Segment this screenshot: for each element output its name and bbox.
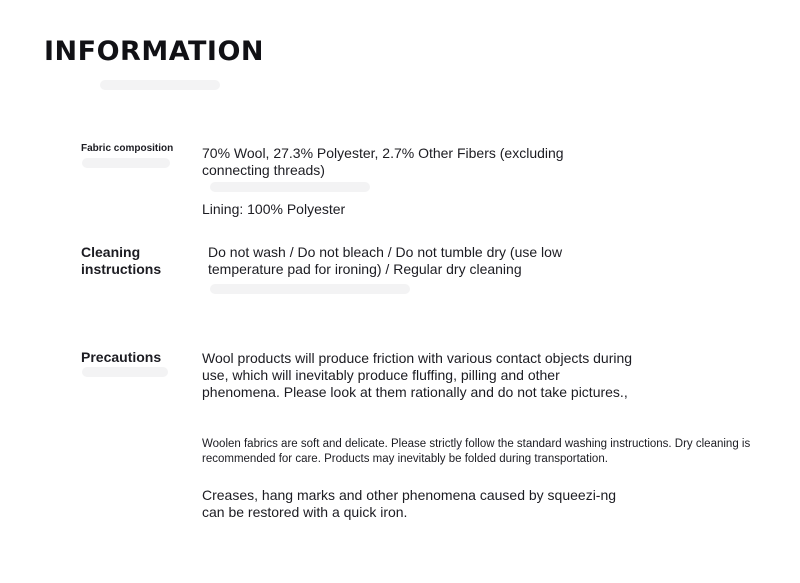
faint-trace bbox=[82, 158, 170, 168]
fabric-composition-label: Fabric composition bbox=[81, 143, 174, 154]
cleaning-instructions-text: Do not wash / Do not bleach / Do not tumble dry (use low temperature pad for ironing) / Regular dry cleaning bbox=[208, 244, 563, 277]
precautions-text-1: Wool products will produce friction with various contact objects during use, which will inevitably produce fluffing, pilling and other phenomena. Please look at them rationally and do not take pictures., bbox=[202, 350, 633, 400]
precautions-label: Precautions bbox=[81, 349, 162, 365]
faint-trace bbox=[100, 80, 220, 90]
precautions-text-2: Woolen fabrics are soft and delicate. Please strictly follow the standard washing instructions. Dry cleaning is recommended for care. Products may inevitably be folded during transportation. bbox=[202, 438, 751, 465]
cleaning-instructions-label: Cleaning instructions bbox=[81, 244, 162, 277]
faint-trace bbox=[210, 182, 370, 192]
lining-text: Lining: 100% Polyester bbox=[202, 201, 346, 217]
precautions-text-3: Creases, hang marks and other phenomena caused by squeezi-ng can be restored with a quick iron. bbox=[202, 487, 617, 520]
fabric-composition-text: 70% Wool, 27.3% Polyester, 2.7% Other Fibers (excluding connecting threads) bbox=[202, 145, 564, 178]
faint-trace bbox=[210, 284, 410, 294]
page-title: INFORMATION bbox=[44, 36, 265, 67]
faint-trace bbox=[82, 367, 168, 377]
